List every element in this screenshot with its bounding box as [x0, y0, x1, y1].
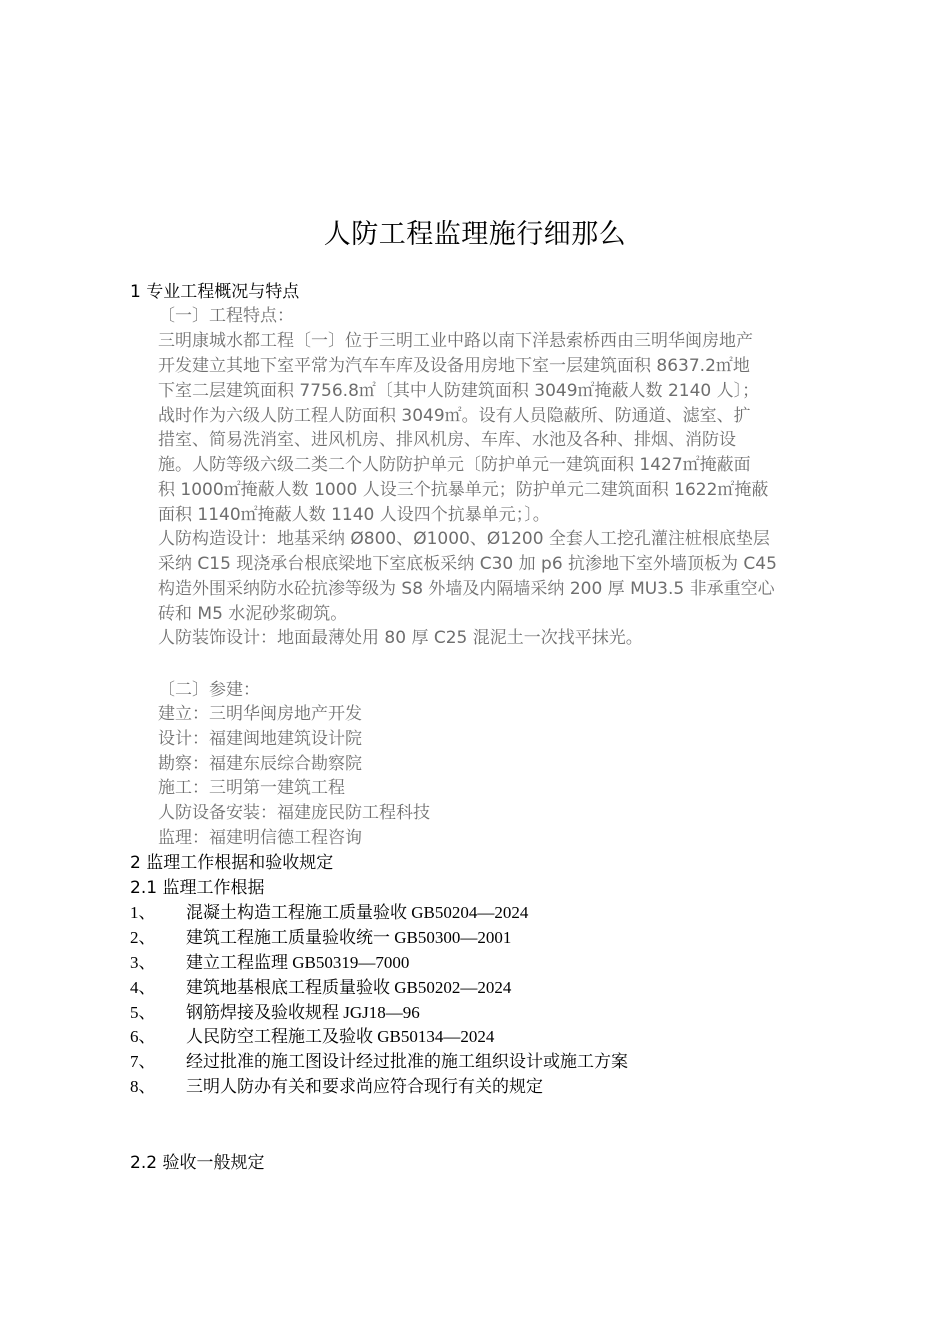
basis-list-item — [130, 926, 511, 950]
basis-item-number: 1、 — [130, 903, 156, 922]
para1-line: 开发建立其地下室平常为汽车车库及设备用房地下室一层建筑面积 8637.2㎡地 — [158, 356, 750, 376]
basis-item-text: 混凝土构造工程施工质量验收 GB50204—2024 — [186, 903, 529, 922]
para2-line: 砖和 M5 水泥砂浆砌筑。 — [158, 604, 348, 624]
para1-line: 战时作为六级人防工程人防面积 3049㎡。设有人员隐蔽所、防通道、滤室、扩 — [158, 406, 751, 426]
basis-item-number: 6、 — [130, 1027, 156, 1046]
basis-item-number: 5、 — [130, 1003, 156, 1022]
basis-item-text: 经过批准的施工图设计经过批准的施工组织设计或施工方案 — [186, 1052, 628, 1071]
para1-line: 措室、简易洗消室、进风机房、排风机房、车库、水池及各种、排烟、消防设 — [158, 430, 736, 450]
participant-line: 勘察：福建东辰综合勘察院 — [158, 754, 362, 774]
basis-item-text: 建筑地基根底工程质量验收 GB50202—2024 — [186, 978, 512, 997]
para2-line: 采纳 C15 现浇承台根底梁地下室底板采纳 C30 加 p6 抗渗地下室外墙顶板为 C45 — [158, 554, 777, 574]
section-1-heading: 1 专业工程概况与特点 — [130, 282, 300, 302]
basis-item-text: 人民防空工程施工及验收 GB50134—2024 — [186, 1027, 495, 1046]
para3-line: 人防装饰设计：地面最薄处用 80 厚 C25 混泥土一次找平抹光。 — [158, 628, 643, 648]
basis-list-item — [130, 1075, 543, 1099]
basis-item-number: 8、 — [130, 1077, 156, 1096]
basis-item-text: 建筑工程施工质量验收统一 GB50300—2001 — [186, 928, 512, 947]
para1-line: 面积 1140㎡掩蔽人数 1140 人设四个抗暴单元；〕。 — [158, 505, 550, 525]
section-2-2-heading: 2.2 验收一般规定 — [130, 1153, 265, 1173]
participant-line: 施工：三明第一建筑工程 — [158, 778, 345, 798]
para1-line: 三明康城水都工程〔一〕位于三明工业中路以南下洋悬索桥西由三明华闽房地产 — [158, 331, 753, 351]
section-1-sub-features: 〔一〕工程特点： — [158, 306, 294, 326]
participant-line: 人防设备安装：福建庞民防工程科技 — [158, 803, 430, 823]
basis-list-item — [130, 901, 528, 925]
section-2-1-heading: 2.1 监理工作根据 — [130, 878, 265, 898]
basis-list-item — [130, 976, 511, 1000]
para2-line: 构造外围采纳防水砼抗渗等级为 S8 外墙及内隔墙采纳 200 厚 MU3.5 非承重空心 — [158, 579, 775, 599]
basis-list-item — [130, 951, 409, 975]
para1-line: 下室二层建筑面积 7756.8㎡〔其中人防建筑面积 3049㎡掩蔽人数 2140 人〕； — [158, 381, 760, 401]
participant-line: 监理：福建明信德工程咨询 — [158, 828, 362, 848]
participant-line: 设计：福建闽地建筑设计院 — [158, 729, 362, 749]
section-1-sub-participants: 〔二〕参建： — [158, 680, 260, 700]
basis-item-number: 4、 — [130, 978, 156, 997]
para1-line: 施。人防等级六级二类二个人防防护单元〔防护单元一建筑面积 1427㎡掩蔽面 — [158, 455, 751, 475]
basis-item-text: 钢筋焊接及验收规程 JGJ18—96 — [186, 1003, 420, 1022]
section-2-heading: 2 监理工作根据和验收规定 — [130, 853, 334, 873]
basis-item-text: 建立工程监理 GB50319—7000 — [186, 953, 410, 972]
basis-list-item — [130, 1050, 628, 1074]
para1-line: 积 1000㎡掩蔽人数 1000 人设三个抗暴单元；防护单元二建筑面积 1622㎡掩蔽 — [158, 480, 769, 500]
basis-item-number: 2、 — [130, 928, 156, 947]
basis-list-item — [130, 1025, 494, 1049]
basis-item-text: 三明人防办有关和要求尚应符合现行有关的规定 — [186, 1077, 543, 1096]
basis-item-number: 7、 — [130, 1052, 156, 1071]
document-title: 人防工程监理施行细那么 — [323, 219, 627, 250]
basis-list-item — [130, 1001, 420, 1025]
participant-line: 建立：三明华闽房地产开发 — [158, 704, 362, 724]
basis-item-number: 3、 — [130, 953, 156, 972]
para2-line: 人防构造设计：地基采纳 Ø800、Ø1000、Ø1200 全套人工挖孔灌注桩根底垫层 — [158, 529, 770, 549]
